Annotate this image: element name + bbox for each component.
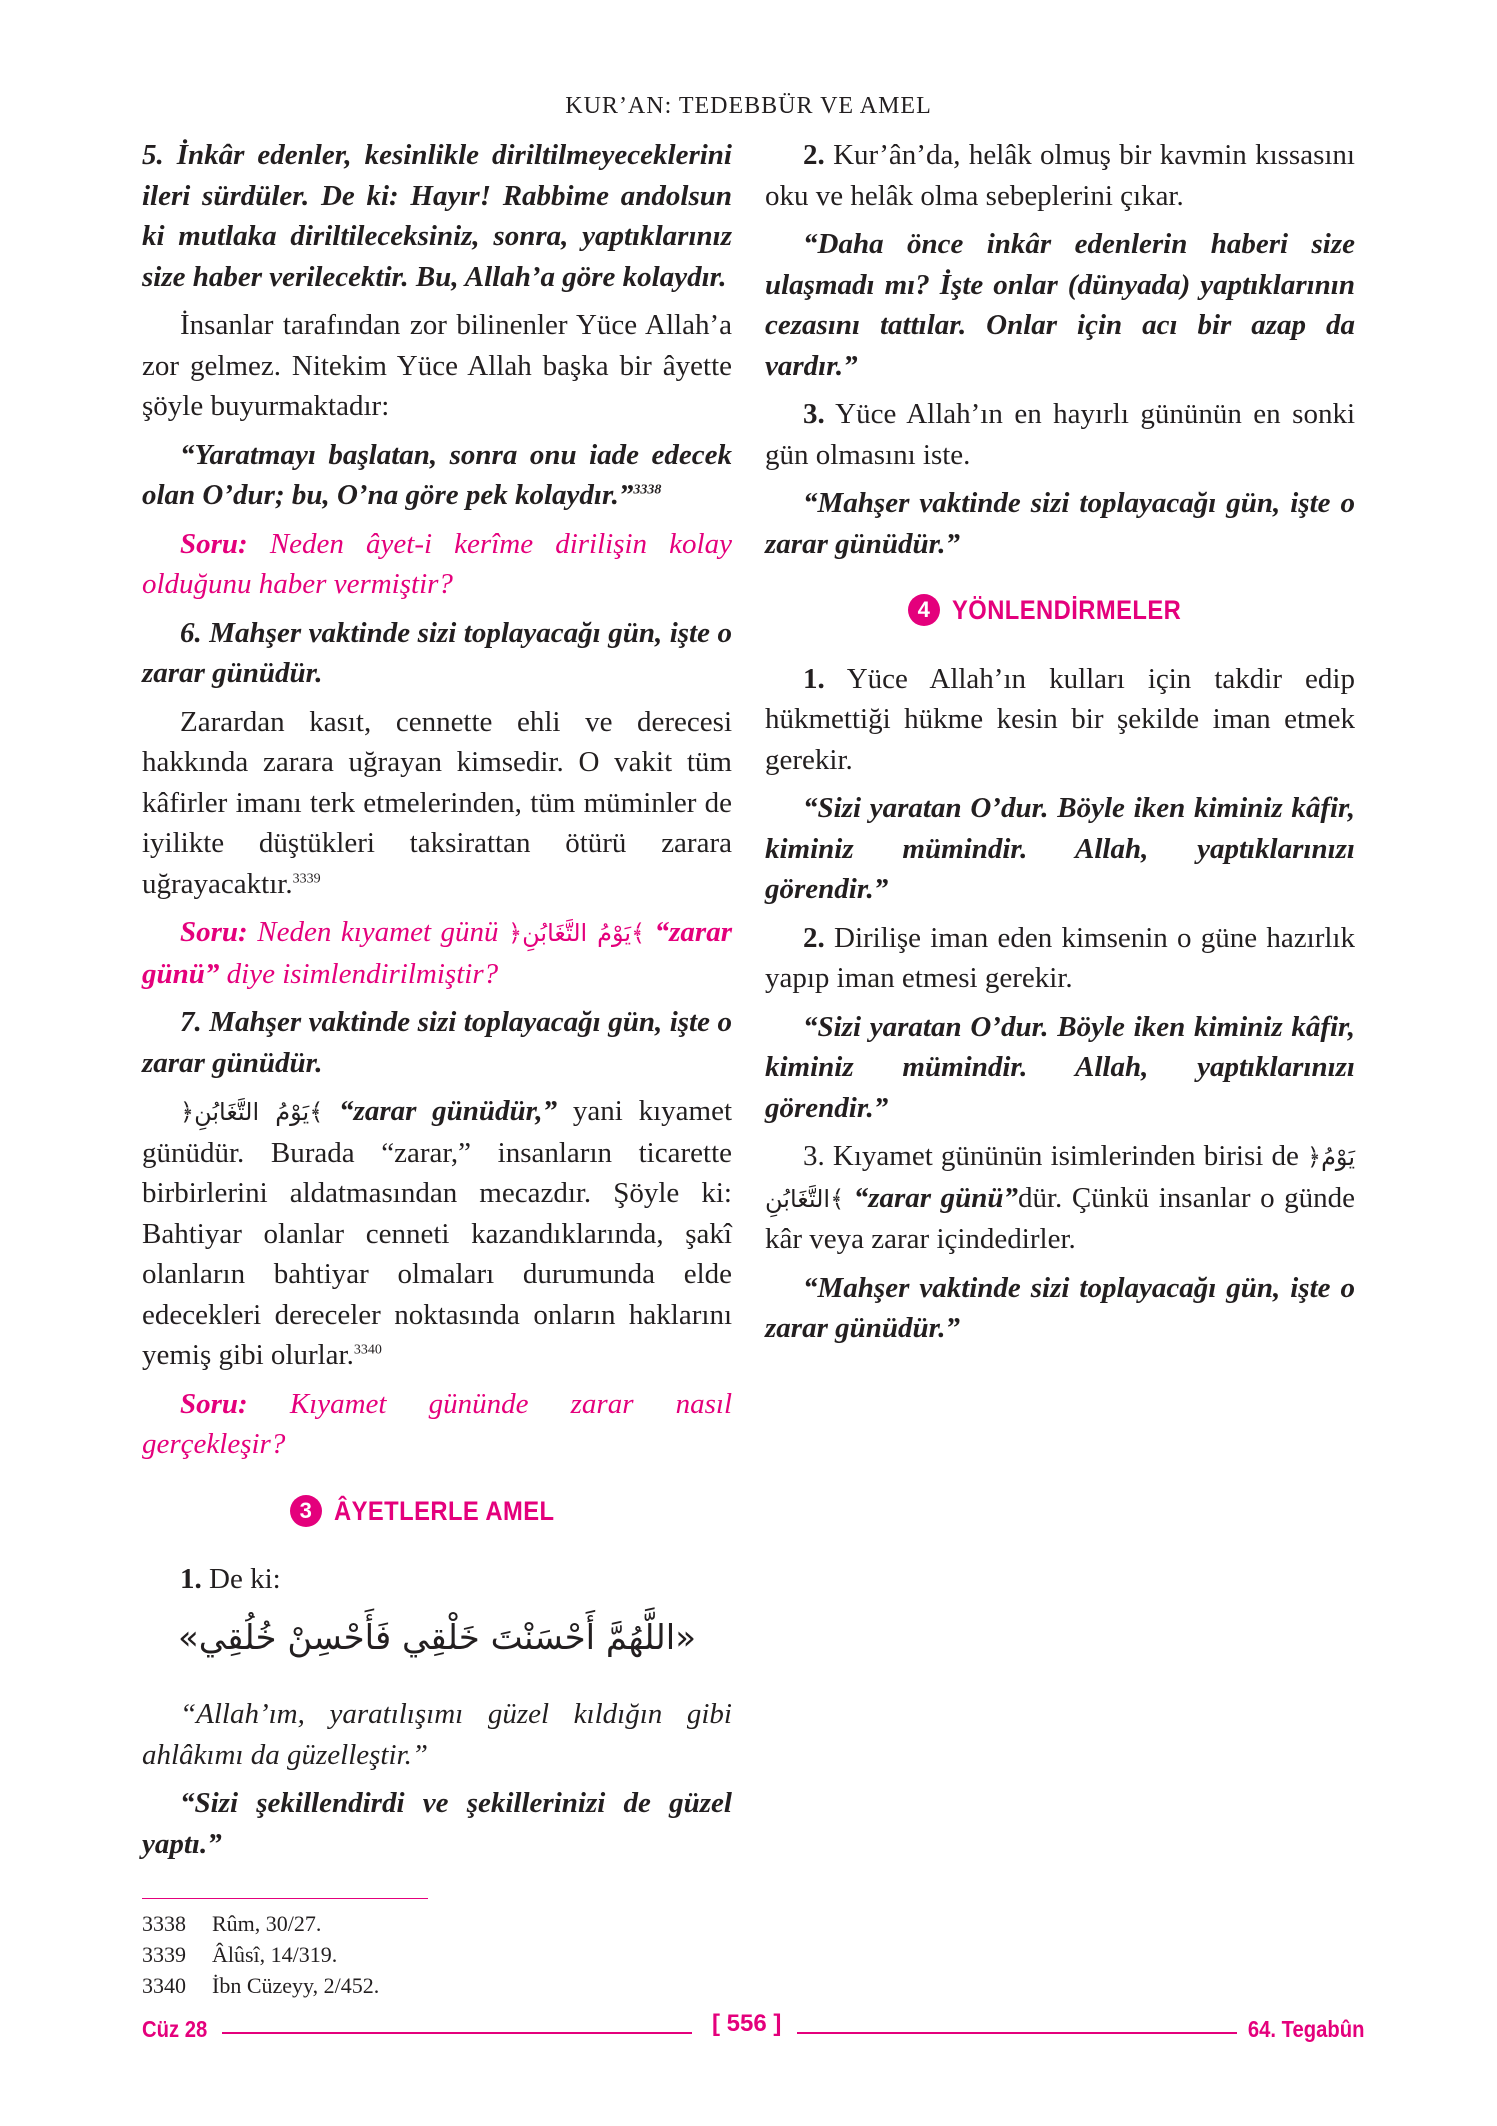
section-heading bbox=[142, 1491, 732, 1532]
inline-quote: “zarar günüdür,” bbox=[339, 1095, 558, 1127]
item-text: dür. Çünkü insanlar o günde kâr veya zarar içindedirler. bbox=[765, 1181, 1356, 1255]
item-text: De ki: bbox=[209, 1563, 281, 1595]
verse-5: 5. İnkâr edenler, kesinlikle diriltilmeyeceklerini ileri sürdüler. De ki: Hayır! Rabbime andolsun ki mutlaka diriltileceksiniz, sonra, yaptıklarınız size haber verilecektir. Bu, Allah’a göre kolaydır. bbox=[142, 139, 732, 293]
verse-6: 6. Mahşer vaktinde sizi toplayacağı gün, işte o zarar günüdür. bbox=[142, 616, 732, 689]
footnote bbox=[142, 1970, 379, 2001]
section-title: ÂYETLERLE AMEL bbox=[333, 1495, 555, 1526]
footnote-ref[interactable]: 3338 bbox=[633, 482, 662, 498]
item-text: Dirilişe iman eden kimsenin o güne hazırlık yapıp iman etmesi gerekir. bbox=[765, 921, 1355, 994]
footnote-number: 3339 bbox=[142, 1942, 186, 1967]
paragraph-text: yani kıyamet günüdür. Burada “zarar,” insanların ticarette birbirlerini aldatmasından mecazdır. Şöyle ki: Bahtiyar olanlar cenneti kazandıklarında, şakî olanların bahtiyar olmaları durumunda elde edecekleri dereceler noktasında onların haklarını yemiş gibi olurlar. bbox=[142, 1095, 732, 1371]
section-number-badge: 3 bbox=[290, 1495, 322, 1527]
section-number-badge: 4 bbox=[908, 594, 940, 626]
paragraph bbox=[142, 702, 732, 905]
question-label: Soru: bbox=[180, 916, 248, 948]
list-item bbox=[765, 135, 1355, 216]
list-item bbox=[765, 659, 1355, 781]
arabic-phrase: ﴿يَوْمُ التَّغَابُنِ﴾ bbox=[508, 919, 646, 947]
item-text: Kur’ân’da, helâk olmuş bir kavmin kıssasını oku ve helâk olma sebeplerini çıkar. bbox=[765, 139, 1355, 212]
footnote bbox=[142, 1939, 379, 1970]
verse-7: 7. Mahşer vaktinde sizi toplayacağı gün, işte o zarar günüdür. bbox=[142, 1006, 732, 1079]
page-footer bbox=[142, 2010, 1364, 2050]
arabic-phrase: ﴿يَوْمُ التَّغَابُنِ﴾ bbox=[765, 1143, 1355, 1213]
question-label: Soru: bbox=[180, 527, 248, 560]
quote: “Sizi yaratan O’dur. Böyle iken kiminiz kâfir, kiminiz mümindir. Allah, yaptıklarınızı görendir.” bbox=[765, 1010, 1355, 1124]
item-number: 3. bbox=[803, 398, 825, 430]
footnote-text: Rûm, 30/27. bbox=[212, 1911, 322, 1936]
page-number: [ 556 ] bbox=[712, 2010, 782, 2037]
question bbox=[142, 912, 732, 994]
quote-text: “Yaratmayı başlatan, sonra onu iade edecek olan O’dur; bu, O’na göre pek kolaydır.” bbox=[142, 438, 732, 511]
quote: “Daha önce inkâr edenlerin haberi size ulaşmadı mı? İşte onlar (dünyada) yaptıklarının cezasını tattılar. Onlar için acı bir azap da vardır.” bbox=[765, 228, 1355, 382]
question-text: Neden kıyamet günü bbox=[257, 916, 499, 948]
question bbox=[142, 524, 732, 605]
list-item bbox=[765, 1136, 1355, 1260]
quote: “Mahşer vaktinde sizi toplayacağı gün, işte o zarar günüdür.” bbox=[765, 487, 1355, 560]
footer-rule-left bbox=[222, 2032, 692, 2034]
translation: “Allah’ım, yaratılışımı güzel kıldığın gibi ahlâkımı da güzelleştir.” bbox=[142, 1698, 732, 1771]
left-column bbox=[142, 135, 732, 1872]
quote: “Sizi şekillendirdi ve şekillerinizi de güzel yaptı.” bbox=[142, 1787, 732, 1860]
footnote-number: 3338 bbox=[142, 1911, 186, 1936]
footer-rule-right bbox=[797, 2032, 1237, 2034]
question-text: diye isimlendirilmiştir? bbox=[226, 957, 499, 990]
item-number: 2. bbox=[803, 139, 825, 171]
question-text: Neden âyet-i kerîme dirilişin kolay olduğunu haber vermiştir? bbox=[142, 527, 732, 600]
inline-quote: “zarar günü” bbox=[853, 1181, 1018, 1214]
footnotes bbox=[142, 1908, 379, 2001]
footnote-text: İbn Cüzeyy, 2/452. bbox=[212, 1973, 380, 1998]
footnote bbox=[142, 1908, 379, 1939]
item-text: 3. Kıyamet gününün isimlerinden birisi de bbox=[803, 1140, 1299, 1172]
running-head: KUR’AN: TEDEBBÜR VE AMEL bbox=[565, 93, 932, 119]
section-title: YÖNLENDİRMELER bbox=[951, 595, 1181, 625]
item-number: 1. bbox=[180, 1563, 202, 1595]
list-item bbox=[142, 1559, 732, 1600]
right-column bbox=[765, 135, 1355, 1357]
footnote-number: 3340 bbox=[142, 1973, 186, 1998]
question-text: Kıyamet gününde zarar nasıl gerçekleşir? bbox=[142, 1387, 733, 1460]
paragraph bbox=[142, 1091, 732, 1376]
list-item bbox=[765, 918, 1355, 999]
arabic-phrase: ﴿يَوْمُ التَّغَابُنِ﴾ bbox=[180, 1098, 324, 1126]
footnote-divider bbox=[142, 1898, 428, 1899]
surah-label: 64. Tegabûn bbox=[1247, 2016, 1364, 2042]
paragraph-text: Zarardan kasıt, cennette ehli ve derecesi hakkında zarara uğrayan kimsedir. O vakit tüm kâfirler imanı terk etmelerinden, tüm müminler de iyilikte düştükleri taksirattan ötürü zarara uğrayacaktır. bbox=[142, 705, 732, 900]
juz-label: Cüz 28 bbox=[142, 2016, 208, 2042]
quote bbox=[142, 435, 732, 516]
item-number: 2. bbox=[803, 921, 825, 954]
item-text: Yüce Allah’ın kulları için takdir edip hükmettiği hükme kesin bir şekilde iman etmek gerekir. bbox=[765, 662, 1355, 776]
footnote-ref[interactable]: 3340 bbox=[353, 1342, 382, 1358]
section-heading bbox=[765, 590, 1355, 631]
item-number: 1. bbox=[803, 662, 825, 695]
list-item bbox=[765, 394, 1355, 475]
question-label: Soru: bbox=[180, 1387, 248, 1420]
quote: “Sizi yaratan O’dur. Böyle iken kiminiz kâfir, kiminiz mümindir. Allah, yaptıklarınızı görendir.” bbox=[765, 792, 1355, 905]
item-text: Yüce Allah’ın en hayırlı gününün en sonki gün olmasını iste. bbox=[765, 398, 1355, 471]
footnote-text: Âlûsî, 14/319. bbox=[212, 1942, 338, 1967]
paragraph: İnsanlar tarafından zor bilinenler Yüce Allah’a zor gelmez. Nitekim Yüce Allah başka bir âyette şöyle buyurmaktadır: bbox=[142, 309, 732, 422]
arabic-dua: «اللَّهُمَّ أَحْسَنْتَ خَلْقِي فَأَحْسِنْ خُلُقِي» bbox=[177, 1617, 697, 1658]
question bbox=[142, 1384, 732, 1465]
quote: “Mahşer vaktinde sizi toplayacağı gün, işte o zarar günüdür.” bbox=[765, 1271, 1355, 1344]
footnote-ref[interactable]: 3339 bbox=[292, 870, 321, 886]
question-quote: “zarar günü” bbox=[142, 916, 732, 990]
